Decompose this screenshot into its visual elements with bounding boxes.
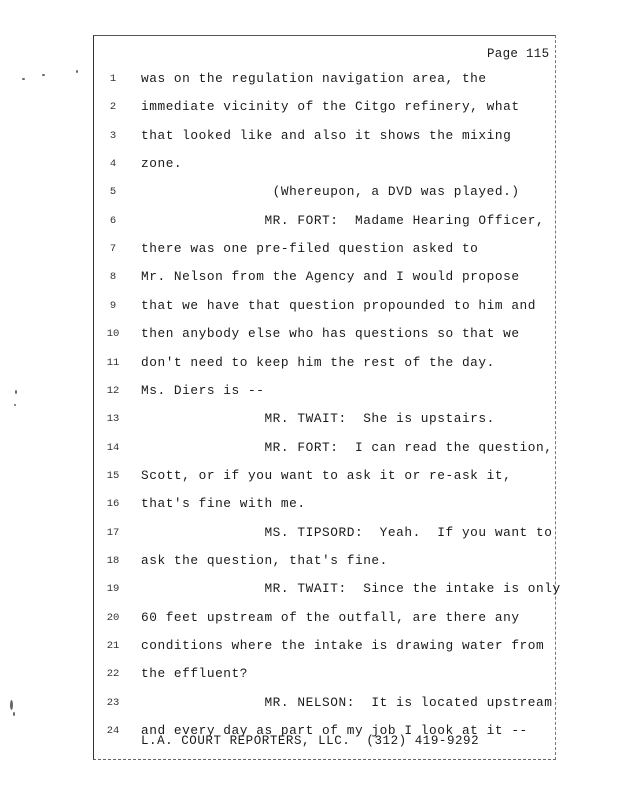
transcript-line	[0, 664, 619, 684]
transcript-line	[0, 267, 619, 287]
line-text: conditions where the intake is drawing water from	[141, 638, 545, 653]
line-text: MR. NELSON: It is located upstream	[141, 694, 553, 710]
transcript-line	[0, 438, 619, 458]
line-text: Mr. Nelson from the Agency and I would propose	[141, 269, 520, 285]
line-text: that we have that question propounded to him and	[141, 297, 537, 313]
line-text: MS. TIPSORD: Yeah. If you want to	[141, 524, 553, 540]
line-number: 19	[106, 583, 120, 596]
line-number: 3	[109, 129, 117, 142]
transcript-line	[0, 608, 619, 628]
line-number: 7	[109, 243, 117, 256]
scan-speck	[10, 700, 13, 710]
transcript-line	[0, 182, 619, 202]
line-number: 9	[109, 299, 117, 312]
transcript-line	[0, 97, 619, 117]
line-number: 24	[106, 725, 120, 738]
line-number: 2	[109, 101, 117, 114]
line-number: 11	[106, 356, 120, 369]
transcript-line	[0, 324, 619, 344]
transcript-line	[0, 579, 619, 599]
line-text: there was one pre-filed question asked to	[141, 241, 479, 257]
line-number: 15	[106, 469, 120, 482]
line-text: MR. FORT: I can read the question,	[141, 439, 553, 455]
transcript-line	[0, 296, 619, 316]
line-text: Ms. Diers is --	[141, 382, 265, 398]
transcript-line	[0, 636, 619, 656]
transcript-line	[0, 353, 619, 373]
line-text: that looked like and also it shows the mixing	[141, 127, 512, 143]
scan-speck	[13, 712, 15, 716]
line-number: 5	[109, 186, 117, 199]
transcript-line	[0, 126, 619, 146]
line-text: MR. FORT: Madame Hearing Officer,	[141, 212, 545, 228]
line-text: 60 feet upstream of the outfall, are there any	[141, 609, 520, 625]
line-number: 17	[106, 526, 120, 539]
line-number: 8	[109, 271, 117, 284]
line-number: 18	[106, 554, 120, 567]
line-text: zone.	[141, 156, 183, 172]
transcript-line	[0, 381, 619, 401]
line-number: 23	[106, 696, 120, 709]
page-number: Page 115	[487, 47, 550, 61]
line-text: MR. TWAIT: She is upstairs.	[141, 411, 495, 427]
transcript-line	[0, 551, 619, 571]
line-text: (Whereupon, a DVD was played.)	[141, 184, 520, 200]
line-number: 16	[106, 498, 120, 511]
line-text: then anybody else who has questions so that we	[141, 326, 520, 342]
line-text: Scott, or if you want to ask it or re-ask it,	[141, 467, 512, 483]
court-reporter-footer: L.A. COURT REPORTERS, LLC. (312) 419-9292	[141, 734, 480, 748]
transcript-line	[0, 69, 619, 89]
line-number: 20	[106, 611, 120, 624]
transcript-line	[0, 239, 619, 259]
line-text: immediate vicinity of the Citgo refinery, what	[141, 99, 520, 115]
scan-speck	[14, 404, 16, 406]
line-text: ask the question, that's fine.	[141, 552, 388, 568]
line-number: 12	[106, 384, 120, 397]
transcript-line	[0, 154, 619, 174]
line-number: 13	[106, 413, 120, 426]
transcript-line	[0, 409, 619, 429]
scan-speck	[22, 78, 25, 80]
line-text: that's fine with me.	[141, 496, 306, 512]
scan-speck	[42, 74, 45, 76]
line-text: and every day as part of my job I look at it --	[141, 723, 528, 739]
transcript-line	[0, 494, 619, 514]
line-text: MR. TWAIT: Since the intake is only	[141, 581, 561, 597]
line-text: don't need to keep him the rest of the day.	[141, 354, 495, 370]
transcript-line	[0, 466, 619, 486]
line-number: 14	[106, 441, 120, 454]
line-number: 1	[109, 73, 117, 85]
transcript-line	[0, 693, 619, 713]
line-number: 22	[106, 668, 120, 681]
line-text: the effluent?	[141, 666, 248, 682]
line-number: 10	[106, 328, 120, 341]
line-number: 4	[109, 158, 117, 171]
transcript-line	[0, 211, 619, 231]
scan-speck	[15, 390, 17, 394]
line-number: 21	[106, 640, 120, 652]
transcript-line	[0, 523, 619, 543]
line-number: 6	[109, 214, 117, 227]
line-text: was on the regulation navigation area, the	[141, 71, 487, 86]
scan-speck	[76, 70, 78, 73]
